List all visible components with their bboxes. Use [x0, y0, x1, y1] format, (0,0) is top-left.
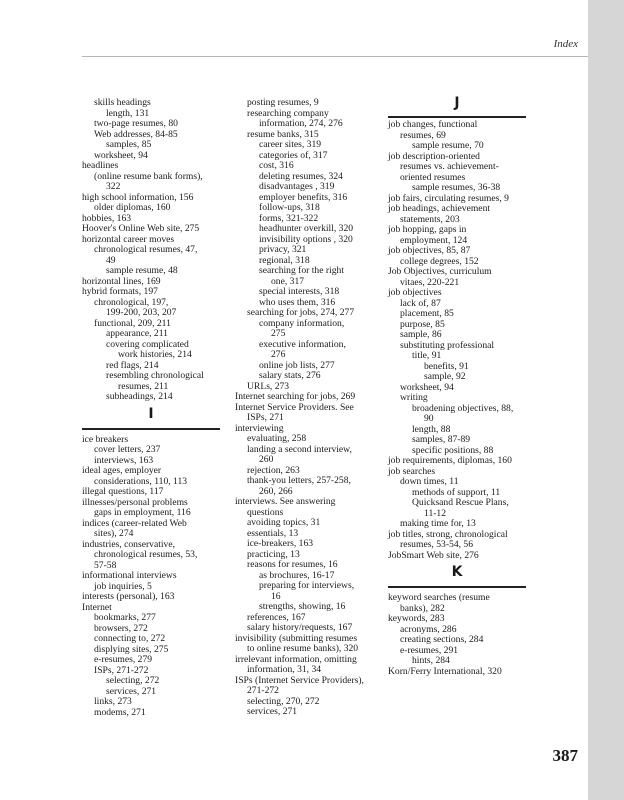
index-entry: substituting professional	[400, 339, 495, 351]
index-entry: cost, 316	[259, 160, 294, 171]
index-entry: company information,	[259, 317, 345, 329]
index-entry: resumes vs. achievement-	[400, 161, 499, 172]
index-entry: preparing for interviews,	[259, 580, 355, 591]
index-entry: interviews, 163	[94, 454, 154, 466]
index-entry: one, 317	[271, 275, 305, 287]
section-rule	[388, 586, 526, 588]
index-entry: reasons for resumes, 16	[247, 559, 338, 570]
index-entry: Internet Service Providers. See	[235, 401, 354, 413]
index-entry: sample resume, 70	[412, 140, 484, 151]
index-entry: hints, 284	[412, 655, 450, 666]
index-entry: job headings, achievement	[388, 203, 491, 214]
index-column-2	[235, 98, 385, 718]
index-entry: employment, 124	[400, 234, 468, 246]
section-heading-k	[388, 561, 538, 593]
running-header-title: Index	[553, 38, 578, 50]
index-entry: considerations, 110, 113	[94, 475, 188, 487]
index-entry: invisibility options , 320	[259, 233, 353, 245]
index-entry: resumes, 211	[118, 380, 169, 392]
index-entry: industries, conservative,	[82, 538, 175, 550]
index-entry: ISPs, 271-272	[94, 664, 149, 676]
index-entry: practicing, 13	[247, 548, 300, 560]
index-entry: banks), 282	[400, 602, 445, 614]
index-entry: job changes, functional	[388, 119, 478, 130]
index-entry: chronological resumes, 47,	[94, 244, 198, 255]
index-entry: searching for the right	[259, 265, 344, 276]
index-entry: URLs, 273	[247, 380, 290, 392]
index-entry: avoiding topics, 31	[247, 517, 321, 528]
index-entry: invisibility (submitting resumes	[235, 632, 358, 644]
index-entry: work histories, 214	[118, 349, 192, 360]
index-entry: Internet	[82, 601, 112, 613]
index-entry: chronological, 197,	[94, 296, 169, 308]
index-entry: browsers, 272	[94, 622, 148, 634]
index-entry: specific positions, 88	[412, 444, 494, 456]
index-entry: acronyms, 286	[400, 623, 457, 635]
index-entry: headlines	[82, 160, 119, 171]
index-entry: down times, 11	[400, 476, 459, 487]
section-letter: J	[454, 95, 460, 111]
index-entry: worksheet, 94	[400, 381, 454, 393]
index-entry: horizontal career moves	[82, 233, 175, 245]
index-entry: executive information,	[259, 338, 346, 350]
index-entry: job description-oriented	[388, 150, 480, 162]
index-entry: Internet searching for jobs, 269	[235, 391, 356, 402]
index-entry: two-page resumes, 80	[94, 118, 178, 129]
index-entry: JobSmart Web site, 276	[388, 549, 479, 561]
section-heading-i	[82, 403, 232, 435]
index-entry: searching for jobs, 274, 277	[247, 307, 355, 318]
index-entry: high school information, 156	[82, 191, 194, 203]
index-entry: job hopping, gaps in	[388, 224, 467, 235]
index-entry: ice breakers	[82, 433, 129, 445]
index-entry: to online resume banks), 320	[247, 643, 359, 654]
index-entry: Web addresses, 84-85	[94, 128, 178, 140]
index-entry: deleting resumes, 324	[259, 170, 343, 182]
index-entry: illnesses/personal problems	[82, 496, 188, 508]
index-entry: landing a second interview,	[247, 443, 352, 455]
index-entry: career sites, 319	[259, 139, 322, 150]
index-entry: employer benefits, 316	[259, 191, 348, 203]
index-entry: essentials, 13	[247, 527, 299, 539]
index-entry: indices (career-related Web	[82, 517, 187, 529]
index-entry: Job Objectives, curriculum	[388, 266, 492, 277]
index-entry: lack of, 87	[400, 297, 441, 309]
index-entry: benefits, 91	[424, 360, 469, 372]
index-entry: 199-200, 203, 207	[106, 307, 177, 318]
index-entry: hobbies, 163	[82, 212, 132, 224]
index-column-3	[388, 95, 538, 677]
index-entry: Korn/Ferry International, 320	[388, 665, 502, 677]
index-entry: 90	[424, 413, 434, 424]
index-entry: sample, 92	[424, 371, 466, 382]
index-entry: regional, 318	[259, 254, 310, 266]
index-entry: length, 131	[106, 107, 150, 119]
index-entry: making time for, 13	[400, 518, 476, 529]
index-entry: 57-58	[94, 559, 117, 571]
page-number: 387	[552, 746, 578, 765]
index-entry: interviewing	[235, 422, 284, 434]
index-entry: resume banks, 315	[247, 128, 319, 140]
index-entry: keyword searches (resume	[388, 592, 490, 603]
index-entry: services, 271	[247, 706, 298, 717]
index-entry: researching company	[247, 107, 329, 119]
section-rule	[388, 116, 526, 118]
index-entry: writing	[400, 392, 428, 403]
index-entry: headhunter overkill, 320	[259, 223, 354, 234]
index-entry: college degrees, 152	[400, 255, 479, 267]
index-entry: purpose, 85	[400, 318, 445, 330]
index-entry: job fairs, circulating resumes, 9	[388, 192, 509, 204]
index-entry: selecting, 270, 272	[247, 695, 320, 707]
index-entry: resumes, 53-54, 56	[400, 539, 474, 550]
index-entry: illegal questions, 117	[82, 486, 164, 497]
index-entry: interests (personal), 163	[82, 591, 175, 602]
index-entry: 260, 266	[259, 485, 293, 497]
index-entry: interviews. See answering	[235, 496, 336, 507]
index-entry: salary stats, 276	[259, 370, 321, 381]
index-entry: resembling chronological	[106, 370, 204, 381]
index-entry: statements, 203	[400, 213, 460, 225]
index-entry: evaluating, 258	[247, 433, 307, 444]
index-entry: rejection, 263	[247, 464, 300, 476]
index-entry: oriented resumes	[400, 171, 466, 183]
index-entry: (online resume bank forms),	[94, 170, 203, 182]
index-entry: job objectives, 85, 87	[388, 245, 471, 256]
index-entry: strengths, showing, 16	[259, 601, 346, 612]
index-entry: sites), 274	[94, 528, 134, 539]
index-entry: job inquiries, 5	[94, 580, 152, 592]
index-entry: forms, 321-322	[259, 212, 319, 224]
index-entry: Quicksand Rescue Plans,	[412, 497, 509, 508]
section-letter: K	[451, 564, 463, 580]
header-rule	[82, 56, 588, 57]
index-entry: length, 88	[412, 423, 451, 435]
index-entry: informational interviews	[82, 570, 177, 581]
index-entry: modems, 271	[94, 706, 146, 718]
index-entry: job titles, strong, chronological	[388, 528, 508, 540]
index-entry: horizontal lines, 169	[82, 275, 161, 287]
index-entry: e-resumes, 279	[94, 654, 153, 665]
index-entry: sample, 86	[400, 329, 442, 340]
index-entry: bookmarks, 277	[94, 612, 156, 623]
index-entry: 275	[271, 328, 286, 339]
index-entry: services, 271	[106, 685, 157, 697]
index-entry: ideal ages, employer	[82, 465, 162, 476]
index-entry: gaps in employment, 116	[94, 507, 191, 518]
index-entry: keywords, 283	[388, 613, 445, 624]
index-entry: subheadings, 214	[106, 391, 173, 402]
index-entry: ISPs, 271	[247, 412, 284, 423]
index-entry: skills headings	[94, 97, 151, 108]
index-entry: worksheet, 94	[94, 149, 148, 161]
index-entry: appearance, 211	[106, 328, 168, 339]
index-entry: privacy, 321	[259, 244, 307, 255]
index-entry: 271-272	[247, 685, 279, 696]
index-entry: displying sites, 275	[94, 643, 169, 655]
index-entry: questions	[247, 506, 284, 518]
index-entry: links, 273	[94, 696, 132, 707]
index-entry: 16	[271, 590, 281, 602]
index-entry: online job lists, 277	[259, 359, 335, 371]
index-entry: vitaes, 220-221	[400, 276, 460, 288]
index-entry: resumes, 69	[400, 129, 446, 141]
index-entry: covering complicated	[106, 338, 189, 350]
index-entry: irrelevant information, omitting	[235, 653, 357, 665]
index-entry: broadening objectives, 88,	[412, 402, 514, 414]
index-entry: samples, 85	[106, 139, 152, 150]
index-entry: job objectives	[388, 287, 442, 298]
index-entry: 276	[271, 349, 286, 360]
index-entry: job searches	[388, 465, 436, 477]
index-entry: sample resumes, 36-38	[412, 182, 501, 193]
index-entry: methods of support, 11	[412, 486, 501, 498]
index-entry: e-resumes, 291	[400, 644, 459, 656]
index-entry: connecting to, 272	[94, 633, 166, 644]
index-entry: older diplomas, 160	[94, 202, 171, 213]
page-edge-tab	[588, 0, 624, 800]
index-entry: job requirements, diplomas, 160	[388, 455, 512, 466]
index-entry: creating sections, 284	[400, 634, 484, 645]
section-letter: I	[148, 405, 154, 422]
index-entry: title, 91	[412, 350, 442, 361]
index-entry: 260	[259, 454, 274, 465]
index-entry: placement, 85	[400, 308, 454, 319]
index-entry: follow-ups, 318	[259, 202, 320, 213]
section-heading-j	[388, 95, 538, 120]
section-rule	[82, 428, 220, 430]
index-entry: salary history/requests, 167	[247, 622, 353, 633]
index-entry: thank-you letters, 257-258,	[247, 475, 351, 486]
index-entry: categories of, 317	[259, 149, 328, 161]
index-entry: cover letters, 237	[94, 444, 161, 455]
index-entry: information, 274, 276	[259, 118, 343, 129]
index-entry: sample resume, 48	[106, 265, 178, 276]
index-entry: who uses them, 316	[259, 296, 336, 308]
index-entry: ISPs (Internet Service Providers),	[235, 674, 364, 686]
index-entry: Hoover's Online Web site, 275	[82, 223, 200, 234]
index-entry: disadvantages , 319	[259, 181, 335, 192]
index-entry: 11-12	[424, 507, 447, 519]
index-entry: as brochures, 16-17	[259, 569, 335, 581]
index-entry: special interests, 318	[259, 286, 340, 297]
index-entry: functional, 209, 211	[94, 317, 171, 329]
index-entry: 49	[106, 254, 116, 266]
index-entry: selecting, 272	[106, 675, 160, 686]
index-entry: 322	[106, 181, 121, 192]
index-entry: ice-breakers, 163	[247, 538, 314, 549]
index-column-1	[82, 98, 232, 718]
index-entry: hybrid formats, 197	[82, 286, 158, 297]
index-entry: samples, 87-89	[412, 434, 471, 445]
index-entry: chronological resumes, 53,	[94, 549, 198, 560]
index-entry: references, 167	[247, 611, 306, 623]
index-entry: red flags, 214	[106, 359, 159, 371]
index-entry: posting resumes, 9	[247, 97, 319, 108]
index-entry: information, 31, 34	[247, 664, 322, 675]
